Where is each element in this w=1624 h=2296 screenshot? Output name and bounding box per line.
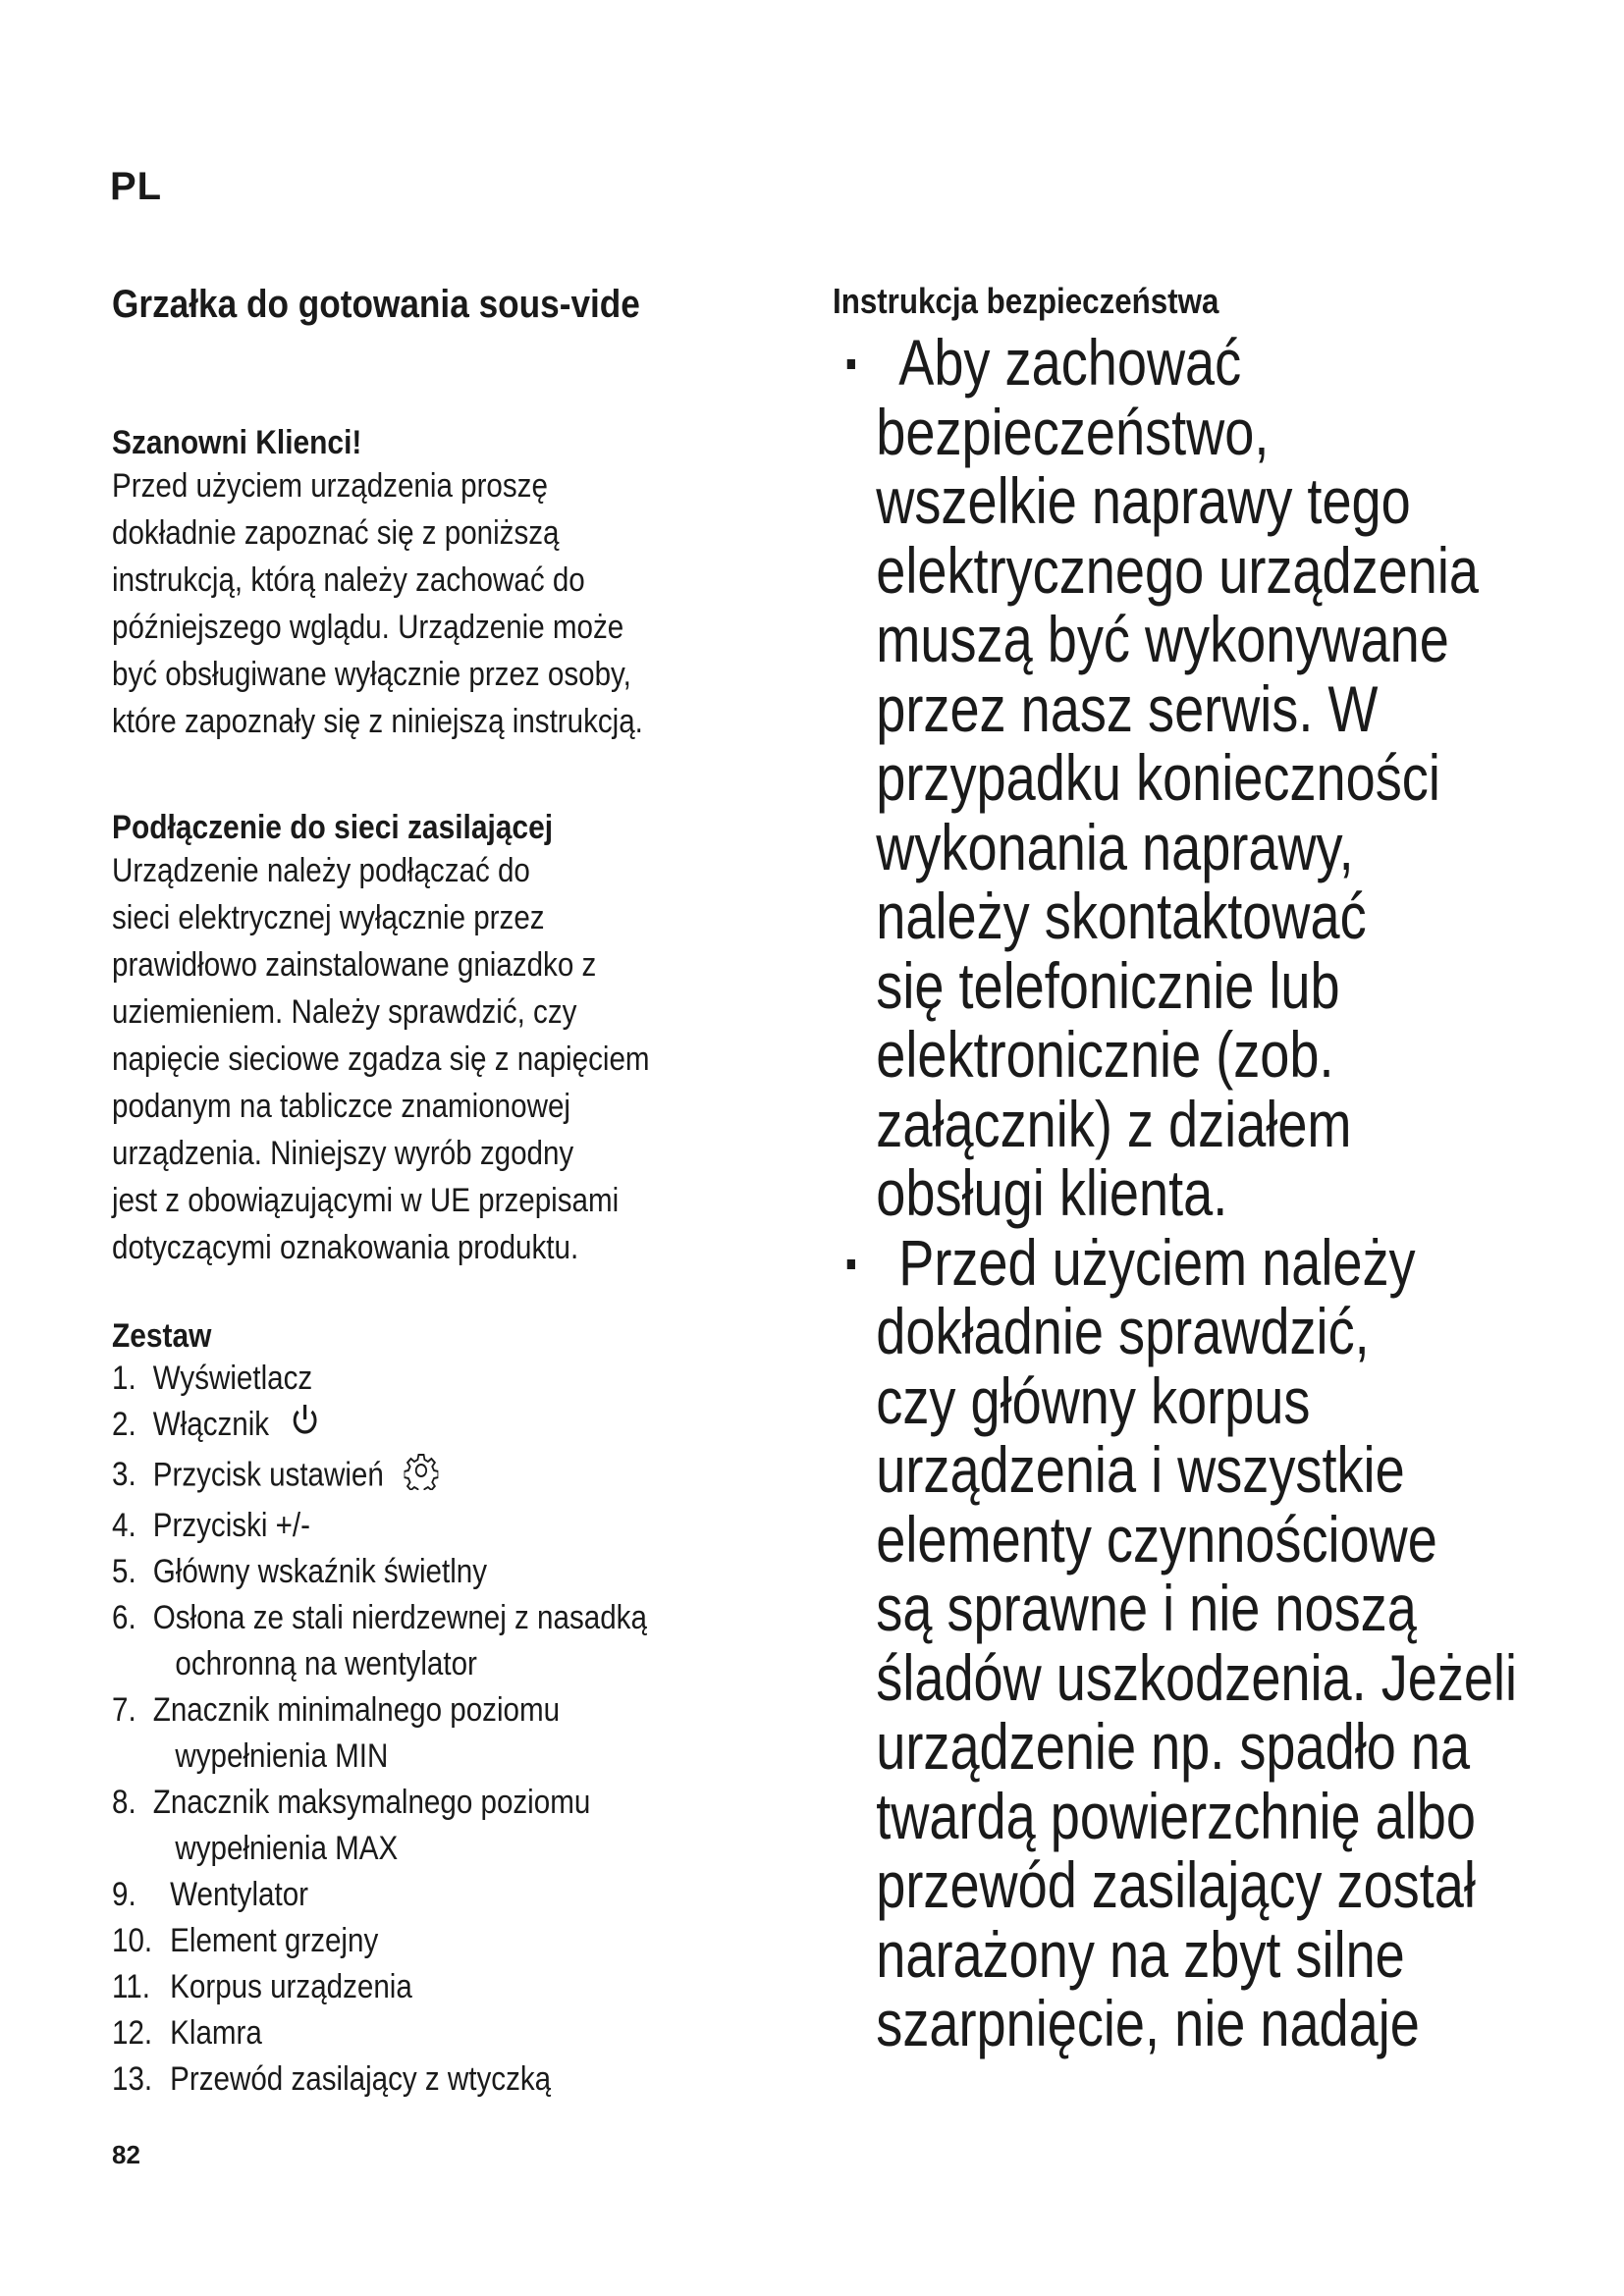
list-item [112, 2010, 812, 2056]
text-line: uziemieniem. Należy sprawdzić, czy [112, 993, 577, 1031]
item-number: 7. [112, 1690, 136, 1729]
bullet-line: elementy czynnościowe [876, 1502, 1437, 1575]
item-text: Wentylator [170, 1875, 309, 1913]
right-column [833, 281, 1540, 2059]
item-text: Włącznik [152, 1406, 270, 1443]
language-code: PL [110, 165, 163, 208]
text-line: podanym na tabliczce znamionowej [112, 1088, 570, 1125]
item-number: 5. [112, 1552, 136, 1590]
bullet-line: dokładnie sprawdzić, [876, 1295, 1370, 1367]
gear-icon [405, 1451, 439, 1503]
text-line: sieci elektrycznej wyłącznie przez [112, 899, 545, 936]
bullet-line: wszelkie naprawy tego [876, 464, 1411, 537]
bullet-line: urządzenie np. spadło na [876, 1710, 1471, 1783]
item-text-continued: ochronną na wentylator [175, 1644, 477, 1682]
text-line: być obsługiwane wyłącznie przez osoby, [112, 656, 631, 693]
item-number: 9. [112, 1875, 136, 1913]
text-line: dokładnie zapoznać się z poniższą [112, 514, 560, 552]
item-number: 10. [112, 1921, 153, 1959]
list-item [112, 2056, 812, 2103]
bullet-line: czy główny korpus [876, 1363, 1311, 1437]
list-item [112, 1503, 812, 1549]
text-line: późniejszego wglądu. Urządzenie może [112, 609, 624, 646]
item-number: 8. [112, 1783, 136, 1821]
list-item [112, 1356, 812, 1402]
text-line: Urządzenie należy podłączać do [112, 852, 530, 889]
bullet-line: należy skontaktować [876, 880, 1367, 952]
dear-customers-text [112, 462, 786, 745]
item-text: Przyciski +/- [152, 1506, 311, 1544]
bullet-line: przewód zasilający został [876, 1848, 1476, 1921]
item-text: Osłona ze stali nierdzewnej z nasadką [152, 1598, 647, 1636]
list-item [112, 1918, 812, 1964]
text-line: prawidłowo zainstalowane gniazdko z [112, 946, 597, 984]
item-text: Element grzejny [170, 1921, 379, 1959]
document-title: Grzałka do gotowania sous-vide [112, 283, 640, 326]
item-number: 3. [112, 1456, 136, 1493]
item-number: 4. [112, 1506, 136, 1544]
bullet-line: muszą być wykonywane [876, 603, 1449, 675]
item-number: 13. [112, 2059, 153, 2098]
bullet-line: przez nasz serwis. W [876, 671, 1379, 745]
bullet-icon [847, 359, 855, 369]
item-number: 6. [112, 1598, 136, 1636]
bullet-line: wykonania naprawy, [876, 810, 1354, 883]
bullet-line: obsługi klienta. [876, 1156, 1228, 1229]
bullet-line: Przed użyciem należy [898, 1225, 1416, 1299]
power-connection-heading: Podłączenie do sieci zasilającej [112, 809, 554, 846]
bullet-line: załącznik) z działem [876, 1087, 1352, 1160]
item-text: Wyświetlacz [152, 1360, 313, 1397]
text-line: urządzenia. Niniejszy wyrób zgodny [112, 1135, 574, 1172]
list-item [112, 1402, 812, 1451]
list-item [112, 1549, 812, 1595]
safety-bullet [833, 328, 1557, 1228]
list-item [112, 1687, 812, 1780]
list-item [112, 1451, 812, 1503]
text-line: które zapoznały się z niniejszą instrukcją. [112, 703, 643, 740]
item-text: Przewód zasilający z wtyczką [170, 2059, 552, 2098]
item-text: Przycisk ustawień [152, 1456, 384, 1493]
list-item [112, 1595, 812, 1687]
item-text: Klamra [170, 2013, 262, 2052]
item-number: 1. [112, 1360, 136, 1397]
set-list [112, 1356, 812, 2103]
item-number: 11. [112, 1967, 150, 2005]
item-text: Główny wskaźnik świetlny [152, 1552, 488, 1590]
bullet-line: są sprawne i nie noszą [876, 1572, 1417, 1644]
bullet-icon [847, 1259, 855, 1269]
list-item [112, 1872, 812, 1918]
power-connection-text [112, 847, 786, 1271]
text-line: dotyczącymi oznakowania produktu. [112, 1229, 579, 1266]
item-number: 12. [112, 2013, 153, 2052]
item-number: 2. [112, 1406, 136, 1443]
bullet-line: Aby zachować [898, 326, 1242, 399]
bullet-line: urządzenia i wszystkie [876, 1433, 1405, 1506]
list-item [112, 1780, 812, 1872]
page-number: 82 [112, 2140, 140, 2169]
text-line: instrukcją, którą należy zachować do [112, 561, 585, 599]
bullet-line: elektrycznego urządzenia [876, 533, 1479, 607]
item-text: Znacznik maksymalnego poziomu [152, 1783, 591, 1821]
bullet-line: elektronicznie (zob. [876, 1018, 1334, 1091]
bullet-line: bezpieczeństwo, [876, 395, 1270, 468]
text-line: jest z obowiązującymi w UE przepisami [112, 1182, 620, 1219]
safety-bullet [833, 1225, 1557, 2059]
item-text: Znacznik minimalnego poziomu [152, 1690, 561, 1729]
text-line: napięcie sieciowe zgadza się z napięciem [112, 1041, 650, 1078]
item-text-continued: wypełnienia MIN [175, 1736, 389, 1775]
bullet-line: narażony na zbyt silne [876, 1917, 1405, 1991]
text-line: Przed użyciem urządzenia proszę [112, 467, 548, 505]
set-heading: Zestaw [112, 1317, 212, 1355]
section-power-connection [112, 809, 888, 1271]
left-column [112, 283, 780, 2098]
bullet-line: szarpnięcie, nie nadaje [876, 1987, 1420, 2059]
item-text: Korpus urządzenia [170, 1967, 412, 2005]
list-item [112, 1964, 812, 2010]
bullet-line: się telefonicznie lub [876, 948, 1340, 1022]
power-icon [290, 1403, 320, 1451]
safety-bullet-list [833, 328, 1557, 2058]
dear-customers-heading: Szanowni Klienci! [112, 424, 362, 461]
item-text-continued: wypełnienia MAX [175, 1829, 399, 1867]
safety-instructions-heading: Instrukcja bezpieczeństwa [833, 281, 1219, 321]
section-set-contents [112, 1317, 917, 2103]
bullet-line: przypadku konieczności [876, 741, 1440, 814]
section-dear-customers [112, 424, 888, 745]
bullet-line: śladów uszkodzenia. Jeżeli [876, 1640, 1518, 1714]
bullet-line: twardą powierzchnię albo [876, 1779, 1476, 1852]
